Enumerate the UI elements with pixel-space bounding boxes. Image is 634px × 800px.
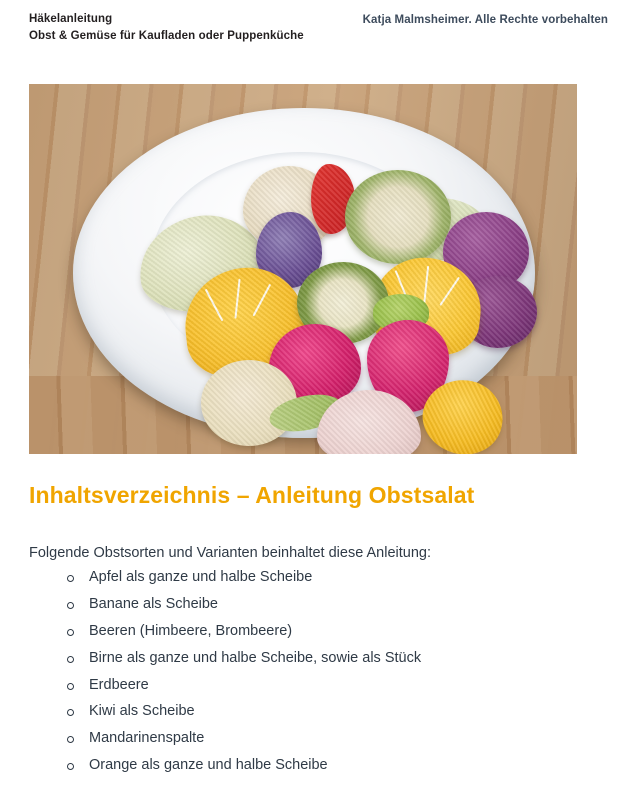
circle-bullet-icon (67, 656, 74, 663)
copyright-notice: Katja Malmsheimer. Alle Rechte vorbehalten (362, 14, 608, 26)
list-item-label: Beeren (Himbeere, Brombeere) (89, 622, 293, 639)
list-item-label: Erdbeere (89, 676, 149, 693)
list-item (67, 704, 421, 719)
circle-bullet-icon (67, 763, 74, 770)
toc-intro-text: Folgende Obstsorten und Varianten beinhaltet diese Anleitung: (29, 545, 431, 561)
circle-bullet-icon (67, 575, 74, 582)
toc-list (29, 570, 421, 785)
list-item (67, 731, 421, 746)
toc-heading: Inhaltsverzeichnis – Anleitung Obstsalat (29, 482, 475, 508)
list-item (67, 570, 421, 585)
document-subtitle: Obst & Gemüse für Kaufladen oder Puppenküche (29, 29, 304, 42)
circle-bullet-icon (67, 602, 74, 609)
page-header (0, 0, 634, 52)
orange-seam (439, 277, 460, 306)
list-item (67, 758, 421, 773)
orange-seam (205, 289, 224, 322)
crochet-kiwi-slice-large (345, 170, 451, 264)
list-item-label: Kiwi als Scheibe (89, 703, 195, 720)
fruit-salad-photo (29, 84, 577, 454)
orange-seam (252, 284, 271, 317)
document-title: Häkelanleitung (29, 13, 113, 25)
circle-bullet-icon (67, 629, 74, 636)
list-item-label: Mandarinenspalte (89, 730, 205, 747)
list-item-label: Apfel als ganze und halbe Scheibe (89, 569, 313, 585)
list-item (67, 624, 421, 639)
list-item-label: Orange als ganze und halbe Scheibe (89, 757, 328, 774)
header-title-block (29, 11, 304, 44)
list-item (67, 651, 421, 666)
orange-seam (234, 279, 240, 319)
circle-bullet-icon (67, 709, 74, 716)
list-item-label: Banane als Scheibe (89, 595, 218, 612)
list-item (67, 678, 421, 693)
list-item (67, 597, 421, 612)
list-item-label: Birne als ganze und halbe Scheibe, sowie als Stück (89, 649, 422, 666)
white-plate (73, 108, 535, 438)
circle-bullet-icon (67, 683, 74, 690)
orange-seam (423, 266, 429, 304)
photo-background-table (29, 84, 577, 454)
circle-bullet-icon (67, 736, 74, 743)
